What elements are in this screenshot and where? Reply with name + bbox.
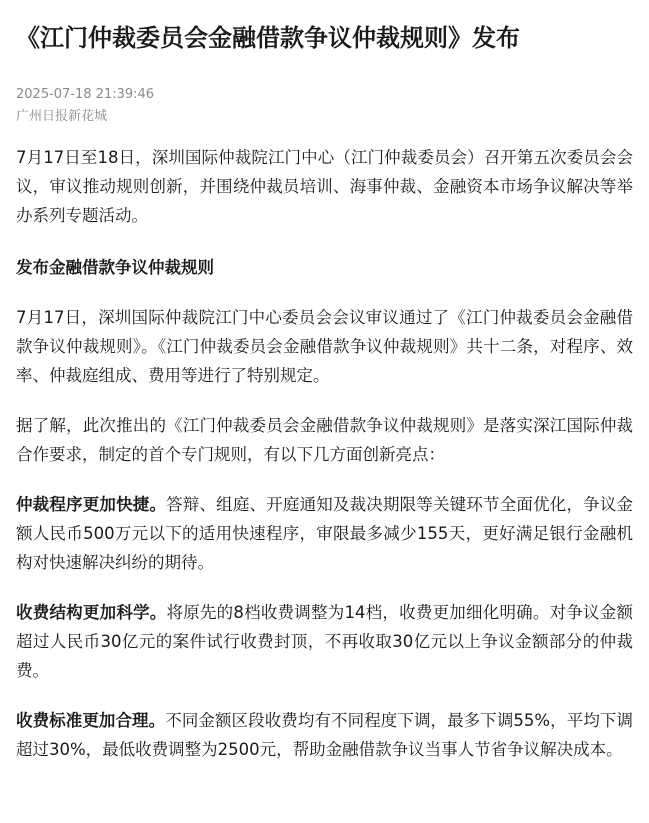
highlight-paragraph-2 [16,598,633,685]
body-paragraph-3: 据了解，此次推出的《江门仲裁委员会金融借款争议仲裁规则》是落实深江国际仲裁合作要求，制定的首个专门规则，有以下几方面创新亮点： [16,416,633,464]
source-name: 广州日报新花城 [16,109,108,124]
highlight-lead-1: 仲裁程序更加快捷。 [16,495,167,514]
publish-datetime: 2025-07-18 21:39:46 [16,87,155,102]
highlight-text-3: 不同金额区段收费均有不同程度下调，最多下调55%，平均下调超过30%，最低收费调整为2500元，帮助金融借款争议当事人节省争议解决成本。 [16,711,633,759]
highlight-paragraph-3 [16,706,633,764]
article-title: 《江门仲裁委员会金融借款争议仲裁规则》发布 [16,24,520,52]
body-paragraph-2: 7月17日，深圳国际仲裁院江门中心委员会会议审议通过了《江门仲裁委员会金融借款争议仲裁规则》。《江门仲裁委员会金融借款争议仲裁规则》共十二条，对程序、效率、仲裁庭组成、费用等进行了特别规定。 [16,308,633,385]
highlight-text-1: 答辩、组庭、开庭通知及裁决期限等关键环节全面优化，争议金额人民币500万元以下的适用快速程序，审限最多减少155天，更好满足银行金融机构对快速解决纠纷的期待。 [16,495,634,572]
article-meta [16,84,633,128]
section-heading: 发布金融借款争议仲裁规则 [16,258,214,277]
highlight-lead-2: 收费结构更加科学。 [16,603,167,622]
intro-paragraph: 7月17日至18日，深圳国际仲裁院江门中心（江门仲裁委员会）召开第五次委员会会议，审议推动规则创新，并围绕仲裁员培训、海事仲裁、金融资本市场争议解决等举办系列专题活动。 [16,148,633,225]
highlight-lead-3: 收费标准更加合理。 [16,711,166,730]
highlight-paragraph-1 [16,490,633,577]
highlight-text-2: 将原先的8档收费调整为14档，收费更加细化明确。对争议金额超过人民币30亿元的案件试行收费封顶，不再收取30亿元以上争议金额部分的仲裁费。 [16,603,633,680]
